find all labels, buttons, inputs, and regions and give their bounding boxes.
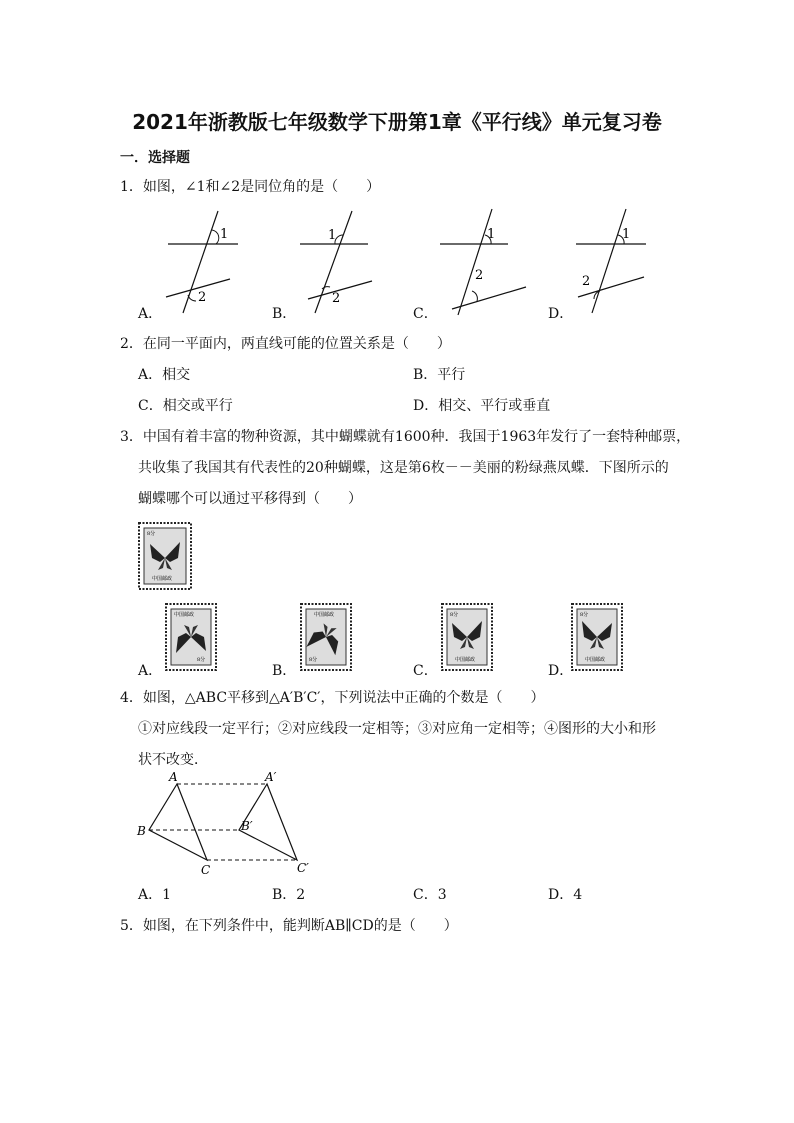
q3-option-b[interactable]: B． (272, 663, 297, 679)
stamp-country: 中国邮政 (585, 657, 606, 663)
question-3-line-3: 蝴蝶哪个可以通过平移得到（ ） (138, 491, 362, 507)
question-4-line-3: 状不改变． (138, 752, 208, 768)
q2-option-d[interactable]: D．相交、平行或垂直 (413, 398, 551, 414)
stamp-country: 中国邮政 (314, 612, 335, 618)
q1-a-label-2: 2 (198, 290, 207, 305)
stamp-denomination: 8分 (450, 612, 459, 618)
q3-option-d[interactable]: D． (548, 663, 574, 679)
q1-figure-d (568, 205, 663, 315)
q1-c-label-1: 1 (487, 227, 496, 242)
label-a: A (169, 770, 178, 784)
stamp-option-d (571, 603, 623, 671)
stamp-country: 中国邮政 (455, 657, 476, 663)
stamp-denomination: 8分 (309, 657, 318, 663)
q4-option-d[interactable]: D．4 (548, 887, 583, 903)
q2-option-a[interactable]: A．相交 (138, 367, 191, 383)
question-1-text: 1．如图，∠1和∠2是同位角的是（ ） (120, 179, 381, 195)
label-b-prime: B′ (241, 819, 253, 833)
stamp-country: 中国邮政 (152, 576, 173, 582)
q1-b-label-1: 1 (328, 228, 337, 243)
q1-b-label-2: 2 (332, 291, 341, 306)
q4-option-a[interactable]: A．1 (138, 887, 172, 903)
question-5-text: 5．如图，在下列条件中，能判断AB∥CD的是（ ） (120, 918, 458, 934)
q2-option-b[interactable]: B．平行 (413, 367, 466, 383)
section-heading: 一．选择题 (120, 150, 190, 166)
label-c: C (201, 863, 211, 877)
q4-triangle-figure (135, 768, 325, 880)
q1-figure-a (150, 205, 245, 315)
q3-option-c[interactable]: C． (413, 663, 438, 679)
q1-a-label-1: 1 (220, 227, 229, 242)
q1-option-a[interactable]: A． (138, 306, 163, 322)
stamp-denomination: 8分 (197, 657, 206, 663)
q1-d-label-2: 2 (582, 274, 591, 289)
q3-option-a[interactable]: A． (138, 663, 163, 679)
q1-c-label-2: 2 (475, 268, 484, 283)
q4-option-b[interactable]: B．2 (272, 887, 306, 903)
stamp-denomination: 8分 (580, 612, 589, 618)
question-4-text: 4．如图，△ABC平移到△A′B′C′，下列说法中正确的个数是（ ） (120, 690, 545, 706)
stamp-option-b (300, 603, 352, 671)
q1-option-b[interactable]: B． (272, 306, 297, 322)
reference-stamp (138, 522, 192, 590)
label-b: B (137, 824, 146, 838)
label-a-prime: A′ (265, 770, 277, 784)
q1-figure-b (290, 205, 385, 315)
q1-d-label-1: 1 (622, 227, 631, 242)
q1-option-d[interactable]: D． (548, 306, 574, 322)
q2-option-c[interactable]: C．相交或平行 (138, 398, 233, 414)
stamp-country: 中国邮政 (174, 612, 195, 618)
label-c-prime: C′ (297, 861, 309, 875)
stamp-option-c (441, 603, 493, 671)
q1-option-c[interactable]: C． (413, 306, 438, 322)
question-4-line-2: ①对应线段一定平行；②对应线段一定相等；③对应角一定相等；④图形的大小和形 (138, 721, 656, 737)
question-3-line-1: 3．中国有着丰富的物种资源，其中蝴蝶就有1600种．我国于1963年发行了一套特种邮票， (120, 429, 691, 445)
q4-option-c[interactable]: C．3 (413, 887, 447, 903)
q1-figure-c (430, 205, 525, 315)
page-title: 2021年浙教版七年级数学下册第1章《平行线》单元复习卷 (132, 110, 662, 134)
question-3-line-2: 共收集了我国其有代表性的20种蝴蝶，这是第6枚－－美丽的粉绿燕凤蝶．下图所示的 (138, 460, 669, 476)
stamp-denomination: 8分 (147, 531, 156, 537)
stamp-option-a (165, 603, 217, 671)
question-2-text: 2．在同一平面内，两直线可能的位置关系是（ ） (120, 336, 451, 352)
